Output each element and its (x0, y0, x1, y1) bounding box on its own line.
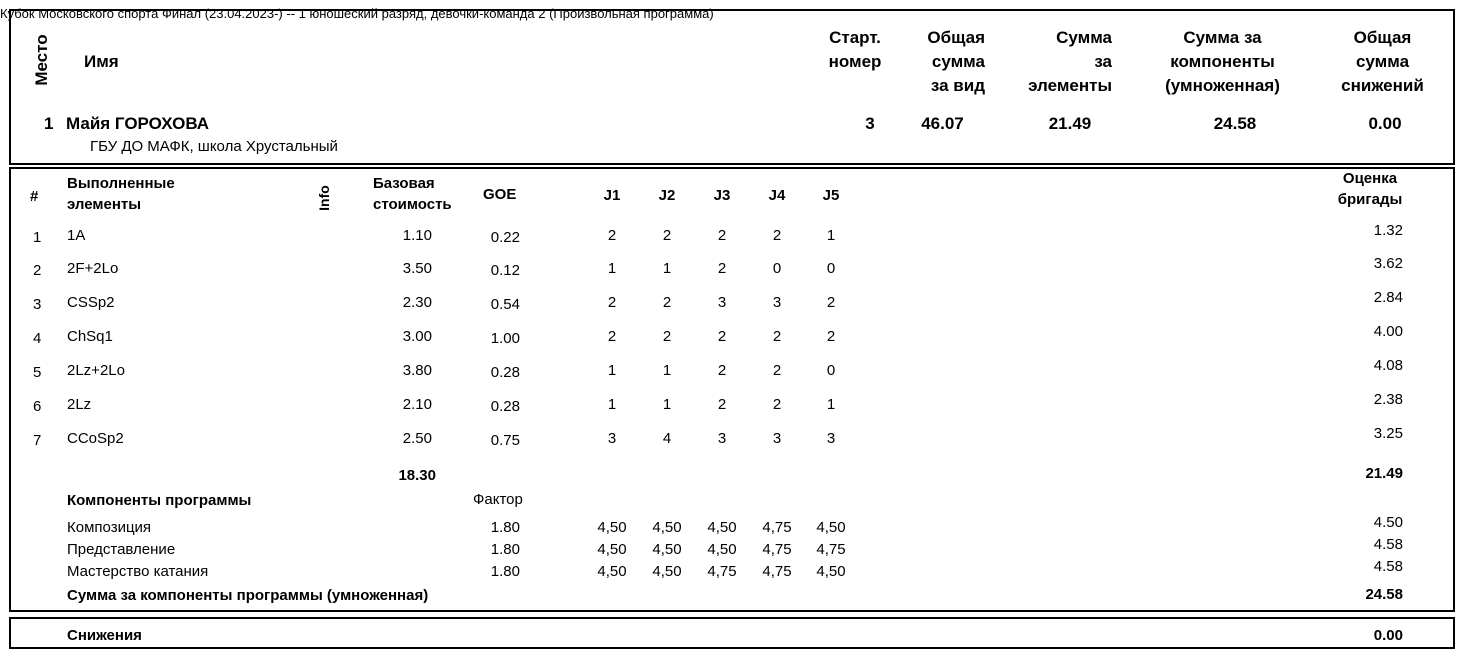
component-judge-4-score: 4,75 (762, 519, 792, 536)
element-number: 2 (33, 262, 42, 279)
element-judge-1-score: 1 (607, 396, 617, 413)
element-base-value: 2.50 (402, 430, 432, 447)
element-judge-3-score: 2 (717, 328, 727, 345)
element-name: CCoSp2 (67, 430, 124, 447)
element-base-value: 3.00 (402, 328, 432, 345)
component-factor: 1.80 (490, 519, 520, 536)
element-judge-4-score: 0 (772, 260, 782, 277)
component-judge-1-score: 4,50 (597, 563, 627, 580)
element-number-header: # (30, 188, 39, 205)
total-score-header: Общая сумма за вид (927, 28, 985, 95)
start-number-header: Старт. номер (828, 28, 882, 71)
element-panel-score: 1.32 (1373, 222, 1403, 239)
element-name: 2F+2Lo (67, 260, 119, 277)
element-judge-2-score: 2 (662, 328, 672, 345)
component-judge-1-score: 4,50 (597, 541, 627, 558)
element-judge-2-score: 2 (662, 294, 672, 311)
component-judge-2-score: 4,50 (652, 563, 682, 580)
element-judge-5-score: 1 (826, 396, 836, 413)
component-judge-2-score: 4,50 (652, 519, 682, 536)
element-judge-3-score: 2 (717, 260, 727, 277)
deductions-sum-header: Общая сумма снижений (1341, 28, 1424, 95)
element-judge-4-score: 2 (772, 328, 782, 345)
components-title: Компоненты программы (67, 492, 252, 509)
element-judge-1-score: 2 (607, 294, 617, 311)
element-name: CSSp2 (67, 294, 115, 311)
judge-5-header: J5 (822, 187, 840, 204)
element-judge-2-score: 1 (662, 396, 672, 413)
element-goe: 0.28 (490, 364, 520, 381)
skater-start-number: 3 (865, 114, 875, 133)
element-judge-3-score: 2 (717, 227, 727, 244)
component-judge-4-score: 4,75 (762, 541, 792, 558)
element-name: 2Lz+2Lo (67, 362, 125, 379)
element-judge-5-score: 0 (826, 362, 836, 379)
element-judge-4-score: 3 (772, 294, 782, 311)
deductions-label: Снижения (67, 627, 142, 644)
element-judge-4-score: 2 (772, 396, 782, 413)
skater-total: 46.07 (921, 114, 964, 133)
element-goe: 0.22 (490, 229, 520, 246)
place-header: Место (32, 34, 51, 86)
elements-sum-header: Сумма за элементы (1028, 28, 1112, 95)
element-number: 6 (33, 398, 42, 415)
component-name: Композиция (67, 519, 152, 536)
element-number: 4 (33, 330, 42, 347)
components-total-label: Сумма за компоненты программы (умноженная) (67, 587, 429, 604)
factor-header: Фактор (473, 491, 523, 508)
element-goe: 0.12 (490, 262, 520, 279)
component-score: 4.50 (1373, 514, 1403, 531)
component-judge-2-score: 4,50 (652, 541, 682, 558)
skater-elements-sum: 21.49 (1048, 114, 1092, 133)
info-header: Info (316, 185, 332, 211)
element-panel-score: 2.38 (1373, 391, 1403, 408)
component-judge-5-score: 4,50 (816, 563, 846, 580)
deductions-box (9, 617, 1455, 649)
element-goe: 1.00 (490, 330, 520, 347)
element-judge-4-score: 2 (772, 227, 782, 244)
element-goe: 0.75 (490, 432, 520, 449)
element-judge-1-score: 2 (607, 328, 617, 345)
element-goe: 0.28 (490, 398, 520, 415)
elements-total: 21.49 (1365, 465, 1403, 482)
components-sum-header: Сумма за компоненты (умноженная) (1165, 28, 1280, 95)
skater-deductions-sum: 0.00 (1368, 114, 1402, 133)
element-panel-score: 2.84 (1373, 289, 1403, 306)
name-header: Имя (84, 52, 119, 71)
component-judge-3-score: 4,75 (707, 563, 737, 580)
element-number: 5 (33, 364, 42, 381)
component-name: Представление (67, 541, 176, 558)
judge-2-header: J2 (658, 187, 676, 204)
base-value-total: 18.30 (398, 467, 436, 484)
deductions-total: 0.00 (1373, 627, 1403, 644)
judge-3-header: J3 (713, 187, 731, 204)
component-judge-3-score: 4,50 (707, 519, 737, 536)
component-judge-3-score: 4,50 (707, 541, 737, 558)
component-judge-5-score: 4,50 (816, 519, 846, 536)
component-judge-4-score: 4,75 (762, 563, 792, 580)
element-number: 7 (33, 432, 42, 449)
element-judge-1-score: 1 (607, 260, 617, 277)
element-judge-5-score: 0 (826, 260, 836, 277)
element-number: 3 (33, 296, 42, 313)
skater-club: ГБУ ДО МАФК, школа Хрустальный (90, 138, 338, 155)
component-score: 4.58 (1373, 536, 1403, 553)
event-title: Кубок Московского спорта Финал (23.04.2023-) -- 1 юношеский разряд, девочки-команда 2 (Произвольная программа) (0, 6, 714, 21)
element-panel-score: 3.62 (1373, 255, 1403, 272)
components-total: 24.58 (1365, 586, 1403, 603)
judge-4-header: J4 (768, 187, 786, 204)
element-panel-score: 3.25 (1373, 425, 1403, 442)
element-judge-3-score: 3 (717, 294, 727, 311)
base-value-header: Базовая стоимость (373, 175, 452, 213)
element-panel-score: 4.08 (1373, 357, 1403, 374)
element-judge-1-score: 1 (607, 362, 617, 379)
element-judge-3-score: 2 (717, 396, 727, 413)
component-name: Мастерство катания (67, 563, 209, 580)
element-judge-2-score: 4 (662, 430, 672, 447)
skater-place: 1 (44, 114, 54, 133)
skater-components-sum: 24.58 (1213, 114, 1257, 133)
element-judge-4-score: 2 (772, 362, 782, 379)
element-name: 1A (67, 227, 86, 244)
element-judge-2-score: 2 (662, 227, 672, 244)
element-name-header: Выполненные элементы (67, 175, 175, 213)
element-judge-1-score: 3 (607, 430, 617, 447)
element-judge-4-score: 3 (772, 430, 782, 447)
element-judge-5-score: 2 (826, 294, 836, 311)
element-base-value: 3.80 (402, 362, 432, 379)
element-judge-1-score: 2 (607, 227, 617, 244)
element-base-value: 1.10 (402, 227, 432, 244)
element-goe: 0.54 (490, 296, 520, 313)
element-number: 1 (33, 229, 42, 246)
element-base-value: 2.30 (402, 294, 432, 311)
goe-header: GOE (483, 186, 517, 203)
element-judge-5-score: 3 (826, 430, 836, 447)
element-judge-2-score: 1 (662, 362, 672, 379)
judge-1-header: J1 (603, 187, 621, 204)
skater-name: Майя ГОРОХОВА (66, 114, 210, 133)
element-judge-3-score: 2 (717, 362, 727, 379)
element-judge-3-score: 3 (717, 430, 727, 447)
element-panel-score: 4.00 (1373, 323, 1403, 340)
element-name: 2Lz (67, 396, 92, 413)
element-judge-5-score: 2 (826, 328, 836, 345)
element-name: ChSq1 (67, 328, 113, 345)
component-factor: 1.80 (490, 563, 520, 580)
element-judge-5-score: 1 (826, 227, 836, 244)
element-judge-2-score: 1 (662, 260, 672, 277)
component-score: 4.58 (1373, 558, 1403, 575)
component-judge-1-score: 4,50 (597, 519, 627, 536)
component-factor: 1.80 (490, 541, 520, 558)
component-judge-5-score: 4,75 (816, 541, 846, 558)
element-base-value: 2.10 (402, 396, 432, 413)
panel-score-header: Оценка бригады (1337, 170, 1403, 208)
element-base-value: 3.50 (402, 260, 432, 277)
